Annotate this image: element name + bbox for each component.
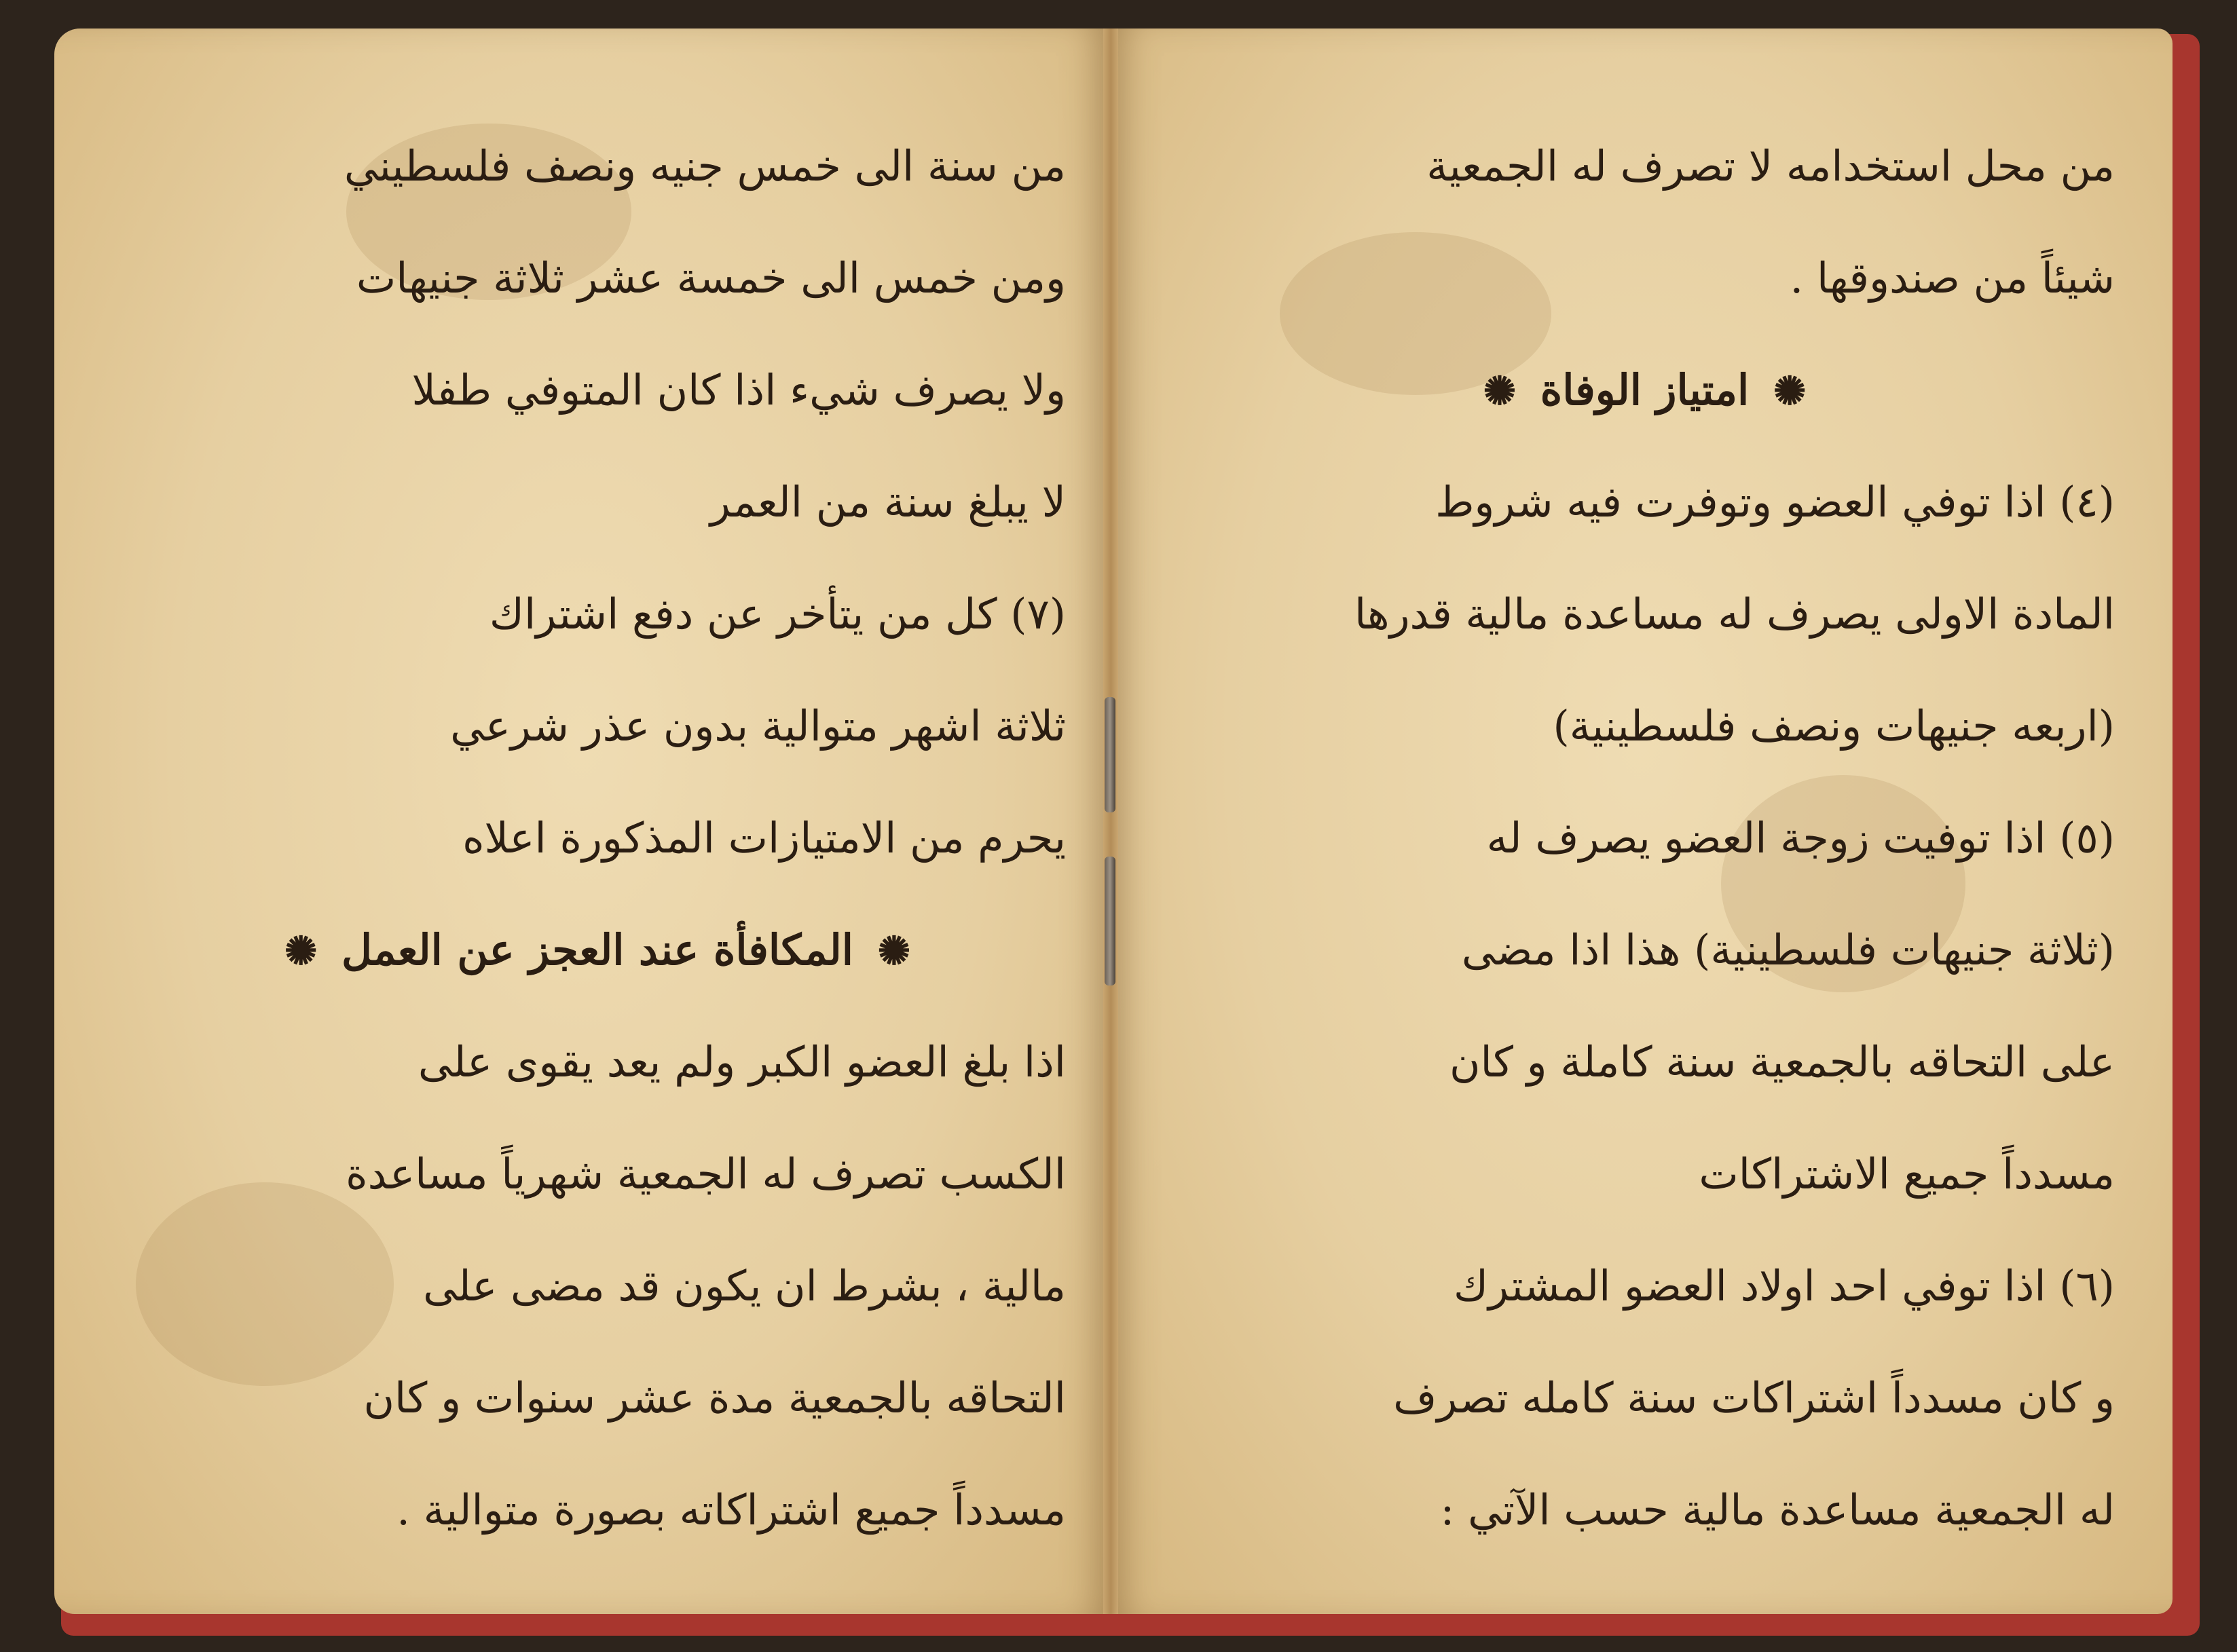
text-line: ثلاثة اشهر متوالية بدون عذر شرعي [450,701,1066,751]
right-page [1110,29,2173,1614]
text-line: (٤) اذا توفي العضو وتوفرت فيه شروط [1435,477,2115,527]
text-line: اذا بلغ العضو الكبر ولم يعد يقوى على [418,1037,1066,1087]
text-line: (اربعه جنيهات ونصف فلسطينية) [1553,701,2115,751]
section-heading-text: المكافأة عند العجز عن العمل [341,925,853,975]
text-line: لا يبلغ سنة من العمر [709,477,1066,527]
star-ornament-icon: ✺ [877,928,911,974]
staple-icon [1105,857,1115,985]
text-line: التحاقه بالجمعية مدة عشر سنوات و كان [363,1373,1066,1423]
star-ornament-icon: ✺ [1773,368,1807,414]
text-line: على التحاقه بالجمعية سنة كاملة و كان [1449,1037,2115,1087]
right-page-text [1175,110,2115,1566]
staple-icon [1105,697,1115,812]
text-line: ولا يصرف شيء اذا كان المتوفي طفلا [411,365,1066,415]
text-line: ومن خمس الى خمسة عشر ثلاثة جنيهات [356,253,1066,303]
text-line: و كان مسدداً اشتراكات سنة كامله تصرف [1393,1373,2115,1423]
section-heading [1175,334,2115,446]
text-line: (٧) كل من يتأخر عن دفع اشتراك [489,589,1066,639]
text-line: له الجمعية مساعدة مالية حسب الآتي : [1440,1485,2115,1535]
star-ornament-icon: ✺ [1483,368,1517,414]
left-page-text [129,110,1066,1566]
text-line: (٥) اذا توفيت زوجة العضو يصرف له [1486,813,2115,863]
text-line: المادة الاولى يصرف له مساعدة مالية قدرها [1354,589,2115,639]
section-heading [129,894,1066,1006]
text-line: مالية ، بشرط ان يكون قد مضى على [423,1261,1066,1311]
text-line: شيئاً من صندوقها . [1790,253,2115,303]
left-page [54,29,1110,1614]
booklet [54,29,2193,1630]
text-line: من محل استخدامه لا تصرف له الجمعية [1426,141,2115,191]
text-line: من سنة الى خمس جنيه ونصف فلسطيني [344,141,1066,191]
text-line: (٦) اذا توفي احد اولاد العضو المشترك [1454,1261,2115,1311]
section-heading-text: امتياز الوفاة [1540,365,1750,415]
text-line: يحرم من الامتيازات المذكورة اعلاه [462,813,1066,863]
text-line: مسدداً جميع الاشتراكات [1699,1149,2115,1199]
binding-gutter [1103,29,1118,1614]
text-line: مسدداً جميع اشتراكاته بصورة متوالية . [396,1485,1066,1535]
text-line: (ثلاثة جنيهات فلسطينية) هذا اذا مضى [1461,925,2115,975]
text-line: الكسب تصرف له الجمعية شهرياً مساعدة [346,1149,1066,1199]
star-ornament-icon: ✺ [284,928,318,974]
